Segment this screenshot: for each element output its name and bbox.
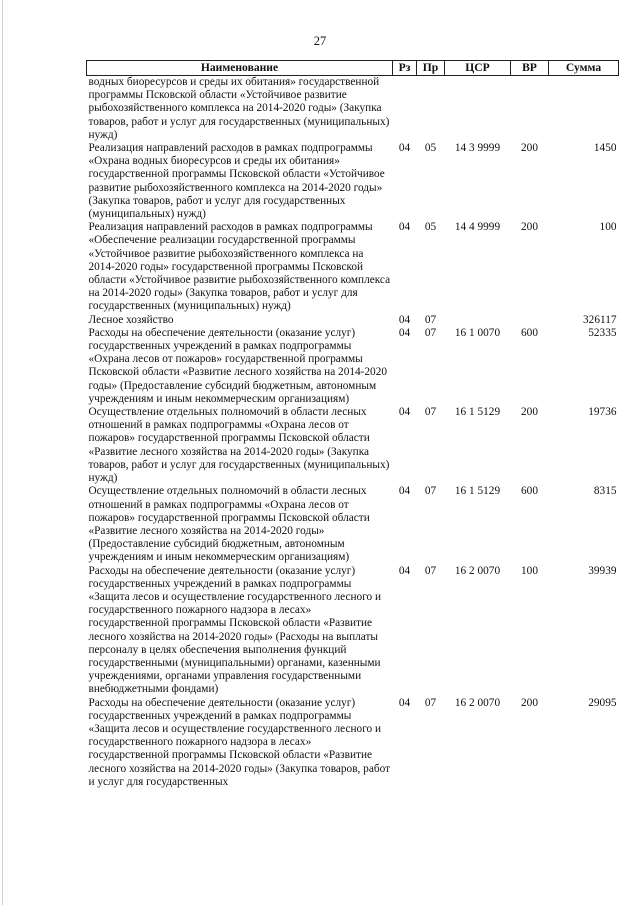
row-csr: 16 2 0070: [454, 564, 501, 577]
table-row: [87, 221, 619, 313]
row-csr: [445, 314, 511, 327]
header-name: Наименование: [87, 61, 393, 76]
row-rz: 04: [398, 485, 411, 498]
row-name: Осуществление отдельных полномочий в области лесных отношений в рамках подпрограммы «Охрана лесов от пожаров» государственной программы Псковской области «Развитие лесного хозяйства на 2014-2020 годы» (Закупка товаров, работ и услуг для государственных (муниципальных) нужд): [88, 406, 390, 485]
row-name: Лесное хозяйство: [88, 313, 174, 326]
row-csr: 14 4 9999: [454, 221, 501, 234]
row-vr: [511, 314, 549, 327]
row-vr: 600: [521, 485, 538, 498]
row-sum: [549, 76, 619, 143]
header-pr: Пр: [417, 61, 445, 76]
header-vr: ВР: [511, 61, 549, 76]
budget-table: [86, 60, 619, 789]
row-name: Реализация направлений расходов в рамках подпрограммы «Охрана водных биоресурсов и среды их обитания» государственной программы Псковской области «Устойчивое развитие рыбохозяйственного комплекса на 2014-2020 годы» (Закупка товаров, работ и услуг для государственных (муниципальных) нужд): [88, 142, 385, 221]
row-sum: 52335: [588, 326, 617, 339]
row-name: Осуществление отдельных полномочий в области лесных отношений в рамках подпрограммы «Охрана лесов от пожаров» государственной программы Псковской области «Развитие лесного хозяйства на 2014-2020 годы» (Предоставление субсидий бюджетным, автономным учреждениям и иным некоммерческим организациям): [88, 485, 370, 564]
row-vr: 600: [521, 326, 538, 339]
row-rz: 04: [398, 142, 411, 155]
table-row: [87, 565, 619, 697]
row-pr: 07: [424, 313, 437, 326]
header-row: [87, 61, 619, 76]
table-row: [87, 142, 619, 221]
row-csr: [445, 76, 511, 143]
header-csr: ЦСР: [445, 61, 511, 76]
row-pr: 07: [424, 696, 437, 709]
row-name: Реализация направлений расходов в рамках подпрограммы «Обеспечение реализации государственной программы «Устойчивое развитие рыбохозяйственного комплекса на 2014-2020 годы» государственной программы Псковской области «Устойчивое развитие рыбохозяйственного комплекса на 2014-2020 годы» (Закупка товаров, работ и услуг для государственных (муниципальных) нужд): [88, 221, 391, 313]
table-row: [87, 314, 619, 327]
row-pr: 07: [424, 406, 437, 419]
row-sum: 326117: [583, 313, 617, 326]
row-vr: 200: [521, 696, 538, 709]
row-rz: 04: [398, 313, 411, 326]
table-row: [87, 327, 619, 406]
table-row: [87, 76, 619, 143]
row-sum: 1450: [593, 142, 617, 155]
row-rz: 04: [398, 406, 411, 419]
row-name: Расходы на обеспечение деятельности (оказание услуг) государственных учреждений в рамках подпрограммы «Охрана лесов от пожаров» государственной программы Псковской области «Развитие лесного хозяйства на 2014-2020 годы» (Предоставление субсидий бюджетным, автономным учреждениям и иным некоммерческим организациям): [88, 326, 387, 405]
row-vr: 100: [521, 564, 538, 577]
row-pr: 07: [424, 564, 437, 577]
row-vr: [511, 76, 549, 143]
row-pr: 05: [424, 221, 437, 234]
row-rz: 04: [398, 564, 411, 577]
row-name: Расходы на обеспечение деятельности (оказание услуг) государственных учреждений в рамках подпрограммы «Защита лесов и осуществление государственного лесного и государственного пожарного надзора в лесах» государственной программы Псковской области «Развитие лесного хозяйства на 2014-2020 годы» (Закупка товаров, работ и услуг для государственных: [88, 696, 391, 788]
table-row: [87, 697, 619, 789]
row-sum: 29095: [588, 696, 617, 709]
row-sum: 39939: [588, 564, 617, 577]
header-sum: Сумма: [549, 61, 619, 76]
row-sum: 8315: [593, 485, 617, 498]
row-csr: 16 1 5129: [454, 406, 501, 419]
row-sum: 19736: [588, 406, 617, 419]
row-vr: 200: [521, 142, 538, 155]
page-number: 27: [313, 34, 327, 48]
scan-edge-line: [2, 0, 3, 905]
row-sum: 100: [599, 221, 617, 234]
row-name: Расходы на обеспечение деятельности (оказание услуг) государственных учреждений в рамках подпрограммы «Защита лесов и осуществление государственного лесного и государственного пожарного надзора в лесах» государственной программы Псковской области «Развитие лесного хозяйства на 2014-2020 годы» (Расходы на выплаты персоналу в целях обеспечения выполнения функций государственными (муниципальными) органами, казенными учреждениями, органами управления государственными внебюджетными фондами): [88, 564, 382, 696]
table-header: [87, 61, 619, 76]
row-name: водных биоресурсов и среды их обитания» государственной программы Псковской области «Устойчивое развитие рыбохозяйственного комплекса на 2014-2020 годы» (Закупка товаров, работ и услуг для государственных (муниципальных) нужд): [88, 76, 390, 141]
header-rz: Рз: [393, 61, 417, 76]
table-row: [87, 406, 619, 485]
row-rz: [393, 76, 417, 143]
row-pr: 07: [424, 485, 437, 498]
row-rz: 04: [398, 696, 411, 709]
row-csr: 16 1 5129: [454, 485, 501, 498]
row-vr: 200: [521, 406, 538, 419]
row-pr: 05: [424, 142, 437, 155]
table-row: [87, 485, 619, 564]
row-pr: [417, 76, 445, 143]
row-csr: 16 2 0070: [454, 696, 501, 709]
table-body: [87, 76, 619, 789]
row-pr: 07: [424, 326, 437, 339]
row-rz: 04: [398, 326, 411, 339]
row-vr: 200: [521, 221, 538, 234]
row-csr: 16 1 0070: [454, 326, 501, 339]
row-csr: 14 3 9999: [454, 142, 501, 155]
row-rz: 04: [398, 221, 411, 234]
